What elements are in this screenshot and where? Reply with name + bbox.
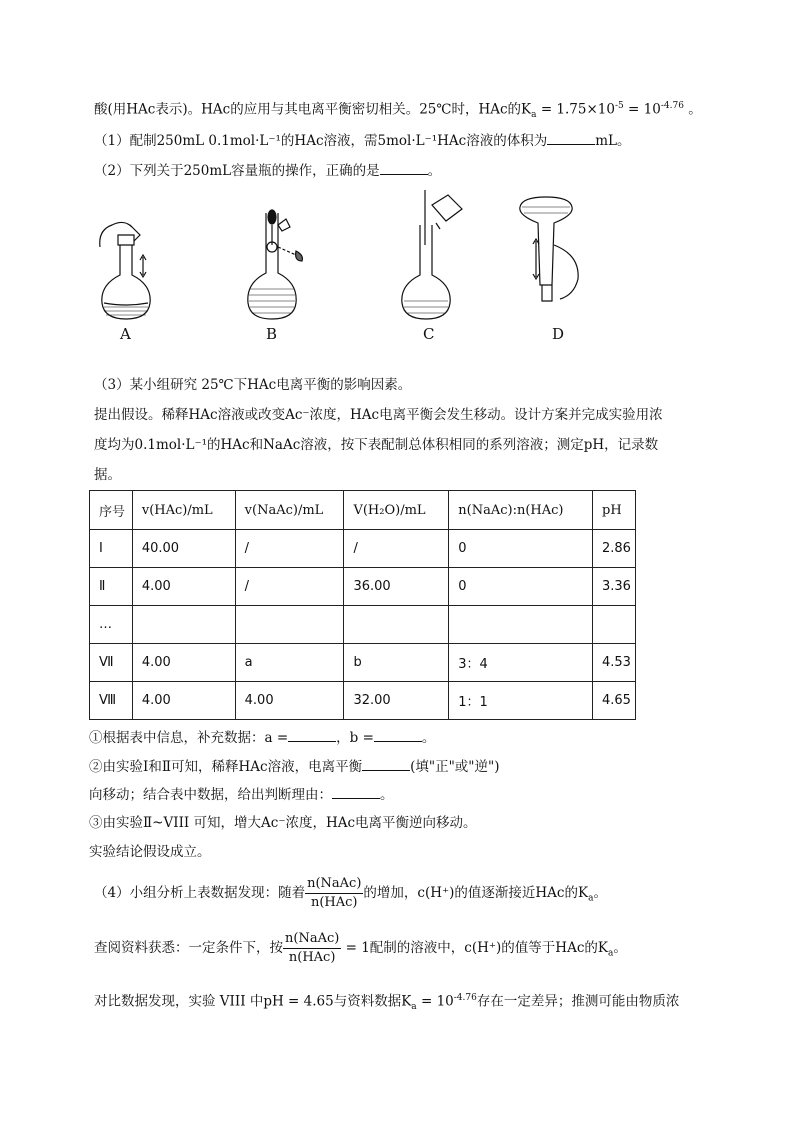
- header-ph: pH: [593, 491, 636, 530]
- ka-subscript: a: [411, 1002, 417, 1013]
- ka-exponent: -5: [614, 101, 624, 111]
- cell: [235, 606, 344, 644]
- sub2-text: ②由实验Ⅰ和Ⅱ可知，稀释HAc溶液，电离平衡: [89, 759, 363, 775]
- q2-answer-blank[interactable]: [380, 160, 428, 175]
- answer-a-blank[interactable]: [288, 727, 336, 742]
- cell: a: [235, 644, 344, 682]
- q3-title: （3）某小组研究 25℃下HAc电离平衡的影响因素。: [94, 377, 412, 393]
- q4-text: （4）小组分析上表数据发现：随着: [94, 885, 306, 901]
- flask-b-illustration: [248, 210, 303, 319]
- ka-subscript: a: [531, 110, 537, 121]
- sub2-hint: (填"正"或"逆"): [410, 759, 500, 775]
- cell: Ⅱ: [90, 568, 133, 606]
- sub-question-2b: [89, 784, 394, 805]
- cell: …: [90, 606, 133, 644]
- header-v-hac: v(HAc)/mL: [132, 491, 235, 530]
- answer-b-blank[interactable]: [374, 727, 422, 742]
- ref-end: 。: [613, 940, 627, 956]
- cell: 0: [449, 568, 593, 606]
- cell: [449, 606, 593, 644]
- flask-c-illustration: [402, 190, 462, 319]
- cell: 32.00: [344, 682, 449, 720]
- q4-text-b: 的增加，: [363, 885, 418, 901]
- ratio-fraction: [283, 930, 341, 967]
- reason-blank[interactable]: [332, 784, 380, 799]
- q1-answer-blank[interactable]: [547, 130, 595, 145]
- table-row: [90, 568, 636, 606]
- cell: 3：4: [449, 644, 593, 682]
- flask-a-illustration: [100, 222, 150, 319]
- compare-line: [94, 988, 679, 1017]
- compare-equals: = 10: [416, 993, 454, 1010]
- fraction-numerator: n(NaAc): [305, 875, 363, 894]
- table-row: [90, 530, 636, 568]
- cell: 3.36: [593, 568, 636, 606]
- q2-text: （2）下列关于250mL容量瓶的操作，正确的是: [94, 163, 380, 179]
- figure-label-d: D: [552, 325, 565, 343]
- fraction-denominator: n(HAc): [310, 895, 358, 910]
- cell: 2.86: [593, 530, 636, 568]
- q1-unit: mL。: [595, 133, 631, 149]
- cell: 36.00: [344, 568, 449, 606]
- cell: b: [344, 644, 449, 682]
- figure-label-c: C: [423, 325, 435, 343]
- sub1-text: ①根据表中信息，补充数据：a =: [89, 730, 289, 746]
- cell: 0: [449, 530, 593, 568]
- ka-subscript: a: [607, 948, 614, 959]
- table-header-row: [90, 491, 636, 530]
- sub2b-text: 向移动；结合表中数据，给出判断理由：: [89, 787, 332, 803]
- table-row: [90, 682, 636, 720]
- q2-end: 。: [427, 163, 442, 179]
- sub1-end: 。: [421, 730, 436, 746]
- compare-text: 对比数据发现，实验 VIII 中pH = 4.65与资料数据K: [94, 993, 412, 1010]
- q4-end: 。: [593, 885, 607, 901]
- sub2b-end: 。: [380, 787, 394, 803]
- ratio-fraction: [305, 875, 363, 912]
- cell: Ⅶ: [90, 644, 133, 682]
- ka-subscript: a: [588, 893, 594, 904]
- cell: Ⅰ: [90, 530, 133, 568]
- q3-hypothesis-3: 据。: [94, 467, 121, 483]
- ka-equals: = 10: [623, 101, 661, 118]
- question-4: [94, 873, 607, 919]
- ref-text-c: 的值等于HAc的K: [501, 940, 608, 956]
- intro-line: [94, 96, 702, 125]
- cell: [132, 606, 235, 644]
- cell: [593, 606, 636, 644]
- cell: 40.00: [132, 530, 235, 568]
- compare-text-c: 存在一定差异；推测可能由物质浓: [476, 993, 680, 1010]
- cell: 4.00: [132, 568, 235, 606]
- ref-text: 查阅资料获悉：一定条件下，按: [94, 940, 283, 956]
- question-1: [94, 130, 631, 151]
- sub-question-2: [89, 756, 499, 777]
- sub1-text-b: ，b =: [336, 730, 374, 746]
- sub-question-3: ③由实验Ⅱ~VIII 可知，增大Ac⁻浓度，HAc电离平衡逆向移动。: [89, 815, 477, 831]
- cell: 1：1: [449, 682, 593, 720]
- cell: 4.00: [132, 644, 235, 682]
- figure-label-a: A: [120, 325, 131, 343]
- intro-end: 。: [683, 101, 702, 118]
- q1-text: （1）配制250mL 0.1mol·L⁻¹的HAc溶液，需5mol·L⁻¹HAc溶液的体积为: [94, 133, 548, 149]
- ref-text-b: 配制的溶液中，: [369, 940, 465, 956]
- cell: 4.00: [235, 682, 344, 720]
- ka-exponent-2: -4.76: [660, 101, 684, 111]
- cell: /: [235, 530, 344, 568]
- cell: /: [235, 568, 344, 606]
- ka-exponent: -4.76: [453, 993, 477, 1003]
- cell: Ⅷ: [90, 682, 133, 720]
- header-ratio: n(NaAc):n(HAc): [449, 491, 593, 530]
- header-index: 序号: [90, 491, 133, 530]
- reference-line: [94, 928, 627, 974]
- q4-text-c: 的值逐渐接近HAc的K: [454, 885, 589, 901]
- table-row: [90, 644, 636, 682]
- cell: 4.00: [132, 682, 235, 720]
- header-v-naac: v(NaAc)/mL: [235, 491, 344, 530]
- header-v-h2o: V(H₂O)/mL: [344, 491, 449, 530]
- cell: [344, 606, 449, 644]
- figure-label-b: B: [266, 325, 278, 343]
- ka-value: = 1.75×10: [536, 101, 615, 118]
- cell: 4.65: [593, 682, 636, 720]
- fraction-denominator: n(HAc): [288, 950, 336, 965]
- cell: /: [344, 530, 449, 568]
- flask-d-illustration: [520, 197, 578, 301]
- conclusion: 实验结论假设成立。: [89, 844, 211, 860]
- cell: 4.53: [593, 644, 636, 682]
- experiment-table: [89, 490, 636, 720]
- q3-hypothesis-2: 度均为0.1mol·L⁻¹的HAc和NaAc溶液，按下表配制总体积相同的系列溶液；测定pH，记录数: [94, 437, 659, 453]
- flask-operations-figure: [90, 185, 610, 345]
- h-concentration: c(H⁺): [464, 940, 502, 956]
- h-concentration: c(H⁺): [417, 885, 455, 901]
- table-row: [90, 606, 636, 644]
- direction-blank[interactable]: [362, 756, 410, 771]
- sub-question-1: [89, 727, 435, 748]
- fraction-numerator: n(NaAc): [283, 930, 341, 949]
- question-2: [94, 160, 441, 181]
- q3-hypothesis-1: 提出假设。稀释HAc溶液或改变Ac⁻浓度，HAc电离平衡会发生移动。设计方案并完成实验用浓: [94, 407, 663, 423]
- intro-text: 酸(用HAc表示)。HAc的应用与其电离平衡密切相关。25℃时，HAc的K: [94, 101, 532, 118]
- ratio-equals: = 1: [341, 940, 370, 956]
